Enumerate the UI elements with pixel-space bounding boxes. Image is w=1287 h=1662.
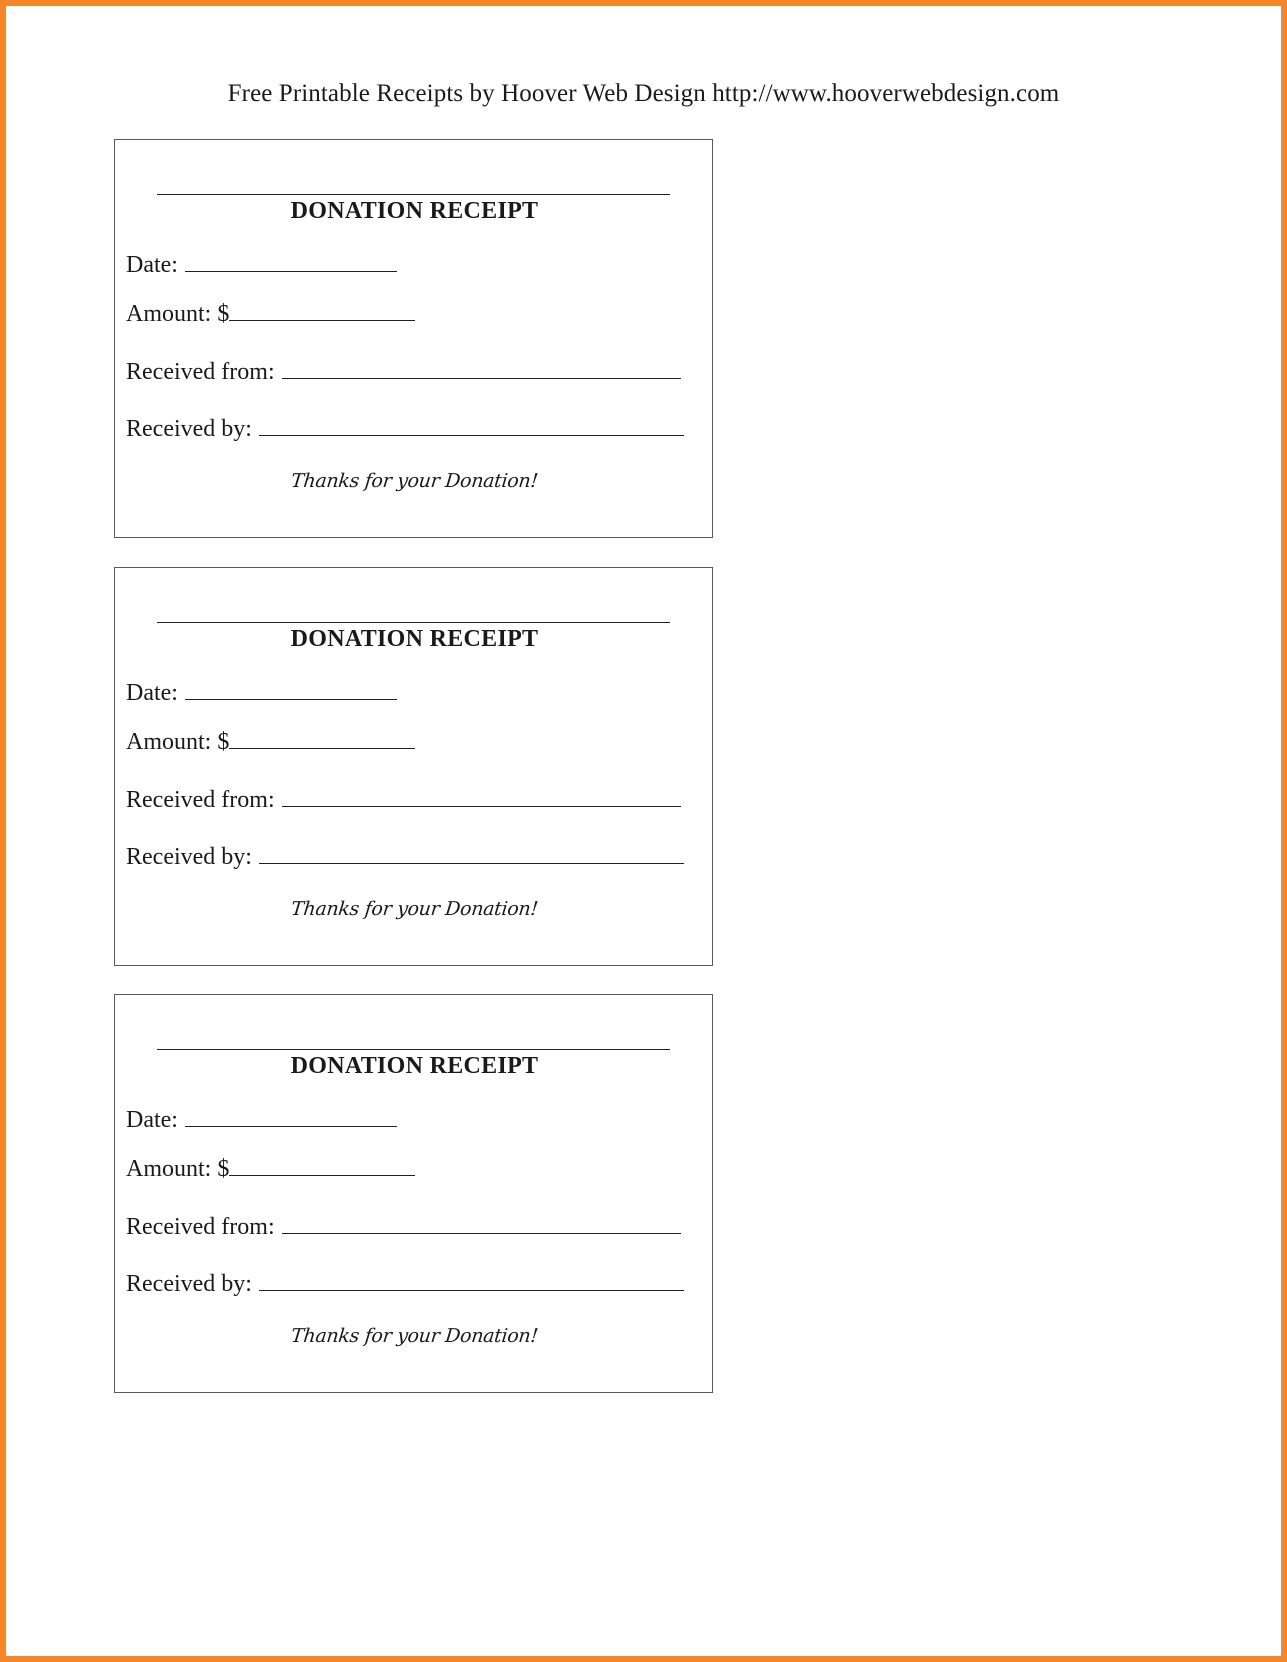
amount-label: Amount: $ bbox=[126, 729, 230, 755]
received-from-field bbox=[126, 1214, 681, 1241]
date-label: Date: bbox=[126, 252, 178, 278]
amount-blank-line bbox=[229, 1157, 415, 1176]
received-by-label: Received by: bbox=[126, 844, 252, 870]
amount-field bbox=[126, 1156, 415, 1183]
amount-blank-line bbox=[229, 302, 415, 321]
donation-receipt-card bbox=[114, 139, 713, 538]
date-blank-line bbox=[185, 1108, 397, 1127]
amount-blank-line bbox=[229, 730, 415, 749]
date-field bbox=[126, 680, 397, 707]
received-from-blank-line bbox=[282, 1215, 681, 1234]
amount-field bbox=[126, 301, 415, 328]
date-field bbox=[126, 1107, 397, 1134]
received-by-field bbox=[126, 1271, 684, 1298]
donation-receipt-card bbox=[114, 994, 713, 1393]
received-from-blank-line bbox=[282, 360, 681, 379]
received-by-label: Received by: bbox=[126, 416, 252, 442]
date-label: Date: bbox=[126, 1107, 178, 1133]
date-field bbox=[126, 252, 397, 279]
received-by-blank-line bbox=[259, 845, 684, 864]
receipt-title: DONATION RECEIPT bbox=[290, 626, 539, 652]
organization-name-line bbox=[157, 622, 670, 623]
received-from-label: Received from: bbox=[126, 359, 275, 385]
receipt-title: DONATION RECEIPT bbox=[290, 198, 539, 224]
thanks-message: Thanks for your Donation! bbox=[290, 898, 539, 920]
received-by-blank-line bbox=[259, 1272, 684, 1291]
received-by-label: Received by: bbox=[126, 1271, 252, 1297]
thanks-message: Thanks for your Donation! bbox=[290, 1325, 539, 1347]
page-header: Free Printable Receipts by Hoover Web Design http://www.hooverwebdesign.com bbox=[227, 80, 1060, 107]
received-by-field bbox=[126, 416, 684, 443]
organization-name-line bbox=[157, 194, 670, 195]
received-by-blank-line bbox=[259, 417, 684, 436]
date-blank-line bbox=[185, 681, 397, 700]
amount-label: Amount: $ bbox=[126, 1156, 230, 1182]
thanks-message: Thanks for your Donation! bbox=[290, 470, 539, 492]
receipt-title: DONATION RECEIPT bbox=[290, 1053, 539, 1079]
donation-receipt-card bbox=[114, 567, 713, 966]
received-from-field bbox=[126, 787, 681, 814]
received-from-label: Received from: bbox=[126, 1214, 275, 1240]
organization-name-line bbox=[157, 1049, 670, 1050]
received-from-blank-line bbox=[282, 788, 681, 807]
amount-label: Amount: $ bbox=[126, 301, 230, 327]
amount-field bbox=[126, 729, 415, 756]
date-blank-line bbox=[185, 253, 397, 272]
received-from-field bbox=[126, 359, 681, 386]
received-by-field bbox=[126, 844, 684, 871]
received-from-label: Received from: bbox=[126, 787, 275, 813]
date-label: Date: bbox=[126, 680, 178, 706]
